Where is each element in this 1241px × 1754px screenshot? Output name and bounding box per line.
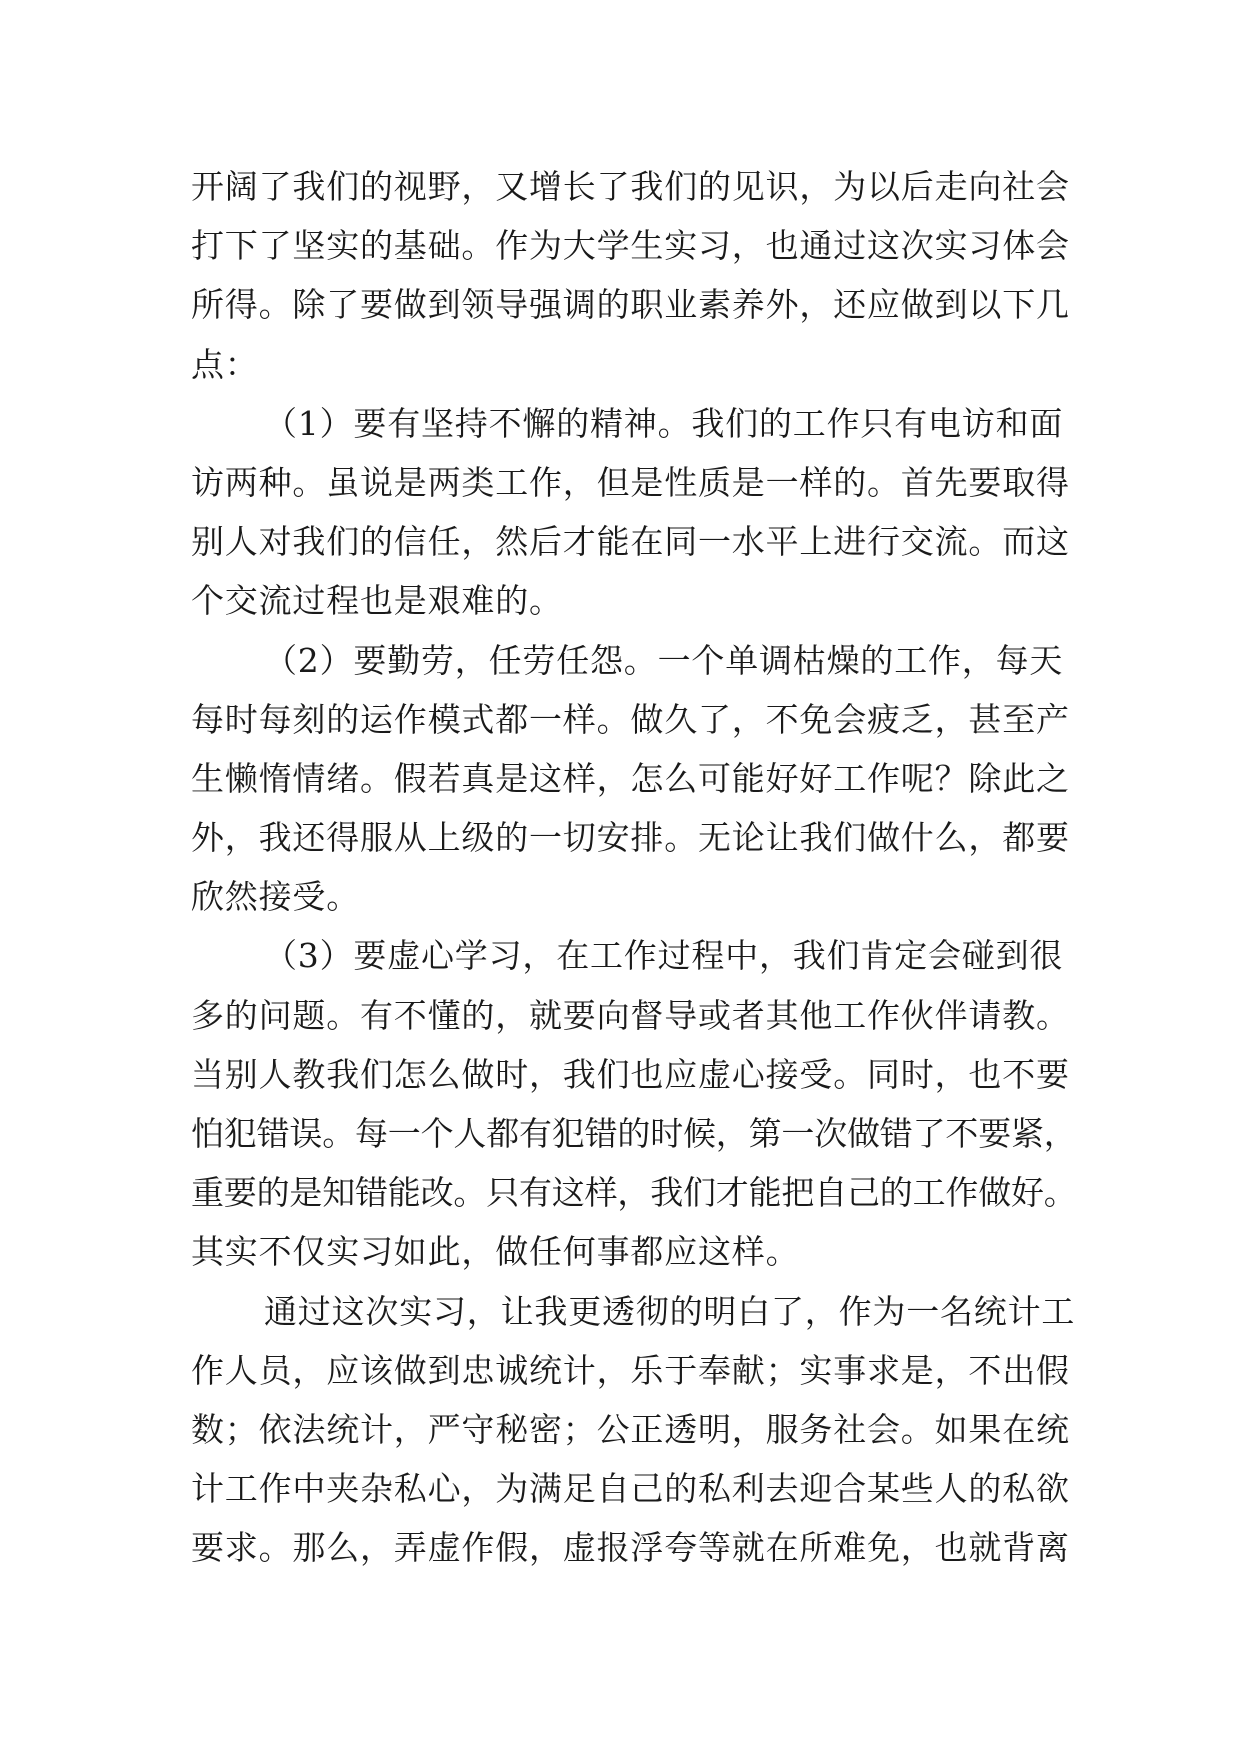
- text-line: 要求。那么，弄虚作假，虚报浮夸等就在所难免，也就背离: [191, 1528, 1070, 1568]
- text-line: 点：: [191, 344, 259, 384]
- text-line: 当别人教我们怎么做时，我们也应虚心接受。同时，也不要: [191, 1054, 1070, 1094]
- text-line: 数；依法统计，严守秘密；公正透明，服务社会。如果在统: [191, 1409, 1070, 1449]
- text-line: 欣然接受。: [191, 877, 360, 917]
- text-line: 计工作中夹杂私心，为满足自己的私利去迎合某些人的私欲: [191, 1469, 1070, 1509]
- text-line: 每时每刻的运作模式都一样。做久了，不免会疲乏，甚至产: [191, 699, 1070, 739]
- text-line: 开阔了我们的视野，又增长了我们的见识，为以后走向社会: [191, 167, 1070, 206]
- body-text: [191, 157, 1077, 1578]
- text-line: （3）要虚心学习，在工作过程中，我们肯定会碰到很: [264, 936, 1064, 976]
- text-line: 其实不仅实习如此，做任何事都应这样。: [191, 1232, 800, 1272]
- text-line: 所得。除了要做到领导强调的职业素养外，还应做到以下几: [191, 285, 1070, 325]
- text-line: （1）要有坚持不懈的精神。我们的工作只有电访和面: [264, 403, 1064, 443]
- text-line: 怕犯错误。每一个人都有犯错的时候，第一次做错了不要紧，: [191, 1114, 1077, 1153]
- text-line: 重要的是知错能改。只有这样，我们才能把自己的工作做好。: [191, 1173, 1077, 1213]
- text-line: 多的问题。有不懂的，就要向督导或者其他工作伙伴请教。: [191, 995, 1070, 1035]
- text-line: 别人对我们的信任，然后才能在同一水平上进行交流。而这: [191, 522, 1070, 562]
- text-line: （2）要勤劳，任劳任怨。一个单调枯燥的工作，每天: [264, 640, 1064, 680]
- text-line: 个交流过程也是艰难的。: [191, 581, 563, 621]
- text-line: 外，我还得服从上级的一切安排。无论让我们做什么，都要: [191, 818, 1070, 858]
- text-line: 生懒惰情绪。假若真是这样，怎么可能好好工作呢？除此之: [191, 758, 1070, 798]
- text-line: 通过这次实习，让我更透彻的明白了，作为一名统计工: [264, 1291, 1076, 1331]
- text-line: 作人员，应该做到忠诚统计，乐于奉献；实事求是，不出假: [191, 1350, 1070, 1390]
- text-line: 访两种。虽说是两类工作，但是性质是一样的。首先要取得: [191, 462, 1070, 502]
- text-line: 打下了坚实的基础。作为大学生实习，也通过这次实习体会: [191, 226, 1070, 266]
